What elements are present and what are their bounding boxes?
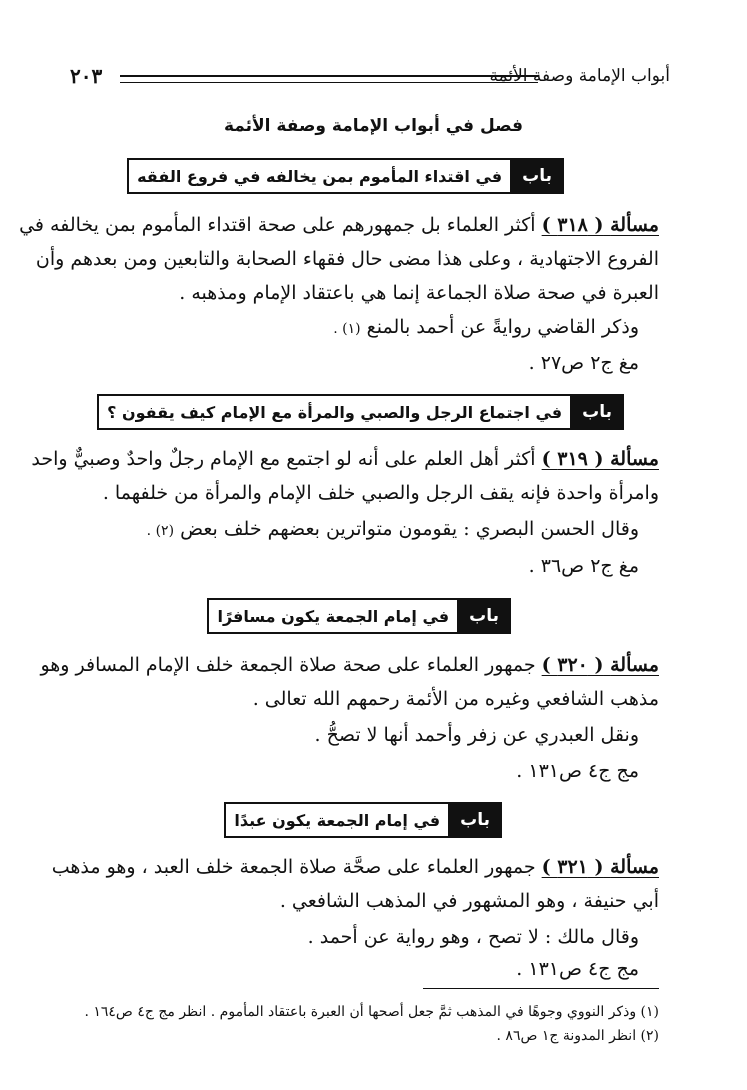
footnote-2: (٢) انظر المدونة ج١ ص٨٦ . xyxy=(496,1028,659,1044)
bab-heading-319 xyxy=(97,394,624,430)
masala-321-line-2: أبي حنيفة ، وهو المشهور في المذهب الشافعي . xyxy=(279,890,659,912)
masala-319-note: وقال الحسن البصري : يقومون متواترين بعضهم خلف بعض (٢) . xyxy=(146,518,639,540)
bab-heading-318 xyxy=(127,158,564,194)
masala-320-note: ونقل العبدري عن زفر وأحمد أنها لا تصحُّ . xyxy=(314,724,639,746)
header-rule xyxy=(120,75,538,83)
masala-label: مسألة ( ٣٢٠ ) xyxy=(541,654,659,676)
bab-title: في اقتداء المأموم بمن يخالفه في فروع الفقه xyxy=(137,166,503,186)
masala-318-line-3: العبرة في صحة صلاة الجماعة إنما هي باعتقاد الإمام ومذهبه . xyxy=(179,282,659,304)
masala-320-reference: مج ج٤ ص١٣١ . xyxy=(516,760,639,782)
footnote-1: (١) وذكر النووي وجوهًا في المذهب ثمَّ جعل أصحها أن العبرة باعتقاد المأموم . انظر مج ج٤ ص١٦٤ . xyxy=(84,1004,659,1020)
masala-318-line-2: الفروع الاجتهادية ، وعلى هذا مضى حال فقهاء الصحابة والتابعين ومن بعدهم وأن xyxy=(35,248,659,270)
masala-319-line-2: وامرأة واحدة فإنه يقف الرجل والصبي خلف الإمام والمرأة من خلفهما . xyxy=(102,482,659,504)
masala-320-line-2: مذهب الشافعي وغيره من الأئمة رحمهم الله تعالى . xyxy=(252,688,659,710)
masala-320-line-1: مسألة ( ٣٢٠ ) جمهور العلماء على صحة صلاة الجمعة خلف الإمام المسافر وهو xyxy=(40,654,659,676)
footnote-separator xyxy=(423,988,659,989)
bab-label: باب xyxy=(448,804,500,836)
footnote-ref: (٢) . xyxy=(146,523,175,539)
bab-title: في اجتماع الرجل والصبي والمرأة مع الإمام كيف يقفون ؟ xyxy=(107,402,563,422)
bab-heading-321 xyxy=(224,802,502,838)
running-header-title: أبواب الإمامة وصفة الأئمة xyxy=(489,66,670,86)
bab-label: باب xyxy=(457,600,509,632)
masala-318-note: وذكر القاضي روايةً عن أحمد بالمنع (١) . xyxy=(333,316,639,338)
bab-heading-320 xyxy=(207,598,511,634)
bab-title: في إمام الجمعة يكون مسافرًا xyxy=(217,606,450,626)
masala-label: مسألة ( ٣١٨ ) xyxy=(541,214,659,236)
masala-318-reference: مغ ج٢ ص٢٧ . xyxy=(528,352,639,374)
chapter-title: فصل في أبواب الإمامة وصفة الأئمة xyxy=(223,116,524,136)
running-header xyxy=(70,64,670,92)
masala-321-note: وقال مالك : لا تصح ، وهو رواية عن أحمد . xyxy=(307,926,639,948)
masala-321-reference: مج ج٤ ص١٣١ . xyxy=(516,958,639,980)
page-number: ٢٠٣ xyxy=(70,64,103,88)
masala-321-line-1: مسألة ( ٣٢١ ) جمهور العلماء على صحَّة صلاة الجمعة خلف العبد ، وهو مذهب xyxy=(51,856,659,878)
masala-318-line-1: مسألة ( ٣١٨ ) أكثر العلماء بل جمهورهم على صحة اقتداء المأموم بمن يخالفه في xyxy=(19,214,659,236)
masala-label: مسألة ( ٣٢١ ) xyxy=(541,856,659,878)
masala-319-reference: مغ ج٢ ص٣٦ . xyxy=(528,555,639,577)
bab-title: في إمام الجمعة يكون عبدًا xyxy=(234,810,441,830)
bab-label: باب xyxy=(510,160,562,192)
bab-label: باب xyxy=(570,396,622,428)
masala-319-line-1: مسألة ( ٣١٩ ) أكثر أهل العلم على أنه لو اجتمع مع الإمام رجلٌ واحدٌ وصبيٌّ واحد xyxy=(31,448,659,470)
masala-label: مسألة ( ٣١٩ ) xyxy=(541,448,659,470)
footnote-ref: (١) . xyxy=(333,321,361,337)
